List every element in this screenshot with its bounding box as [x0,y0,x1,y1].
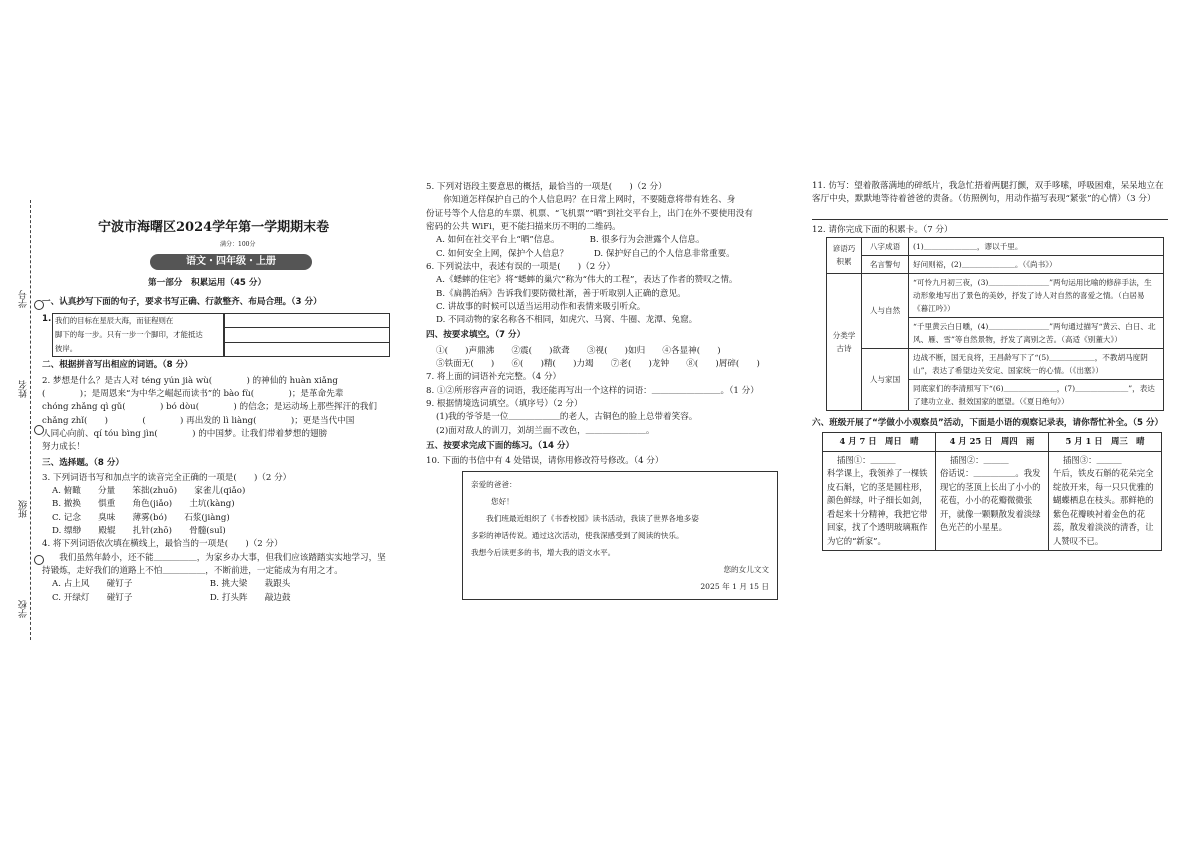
q5-text: 份证号等个人信息的车票、机票、“飞机票”“晒”到社交平台上，出门在外不要使用没有 [426,208,753,219]
q7-stem: 7. 将上面的词语补充完整。（4 分） [426,372,562,383]
q6-option[interactable]: B.《扁鹊治病》告诉我们要防微杜渐，善于听取别人正确的意见。 [436,288,686,299]
q3-option[interactable]: A. 俯瞰 分量 笨拙(zhuō) 家雀儿(qiǎo) [52,486,246,497]
diary-text: 俗话说：＿＿＿＿＿。我发现它的茎顶上长出了小小的花苞，小小的花瓣微微张开，就像一颗颗散发着淡绿色光芒的小星星。 [940,468,1041,533]
exam-title: 宁波市海曙区2024学年第一学期期末卷 [98,220,330,235]
q3-stem: 3. 下列词语书写和加点字的读音完全正确的一项是( )（2 分） [42,472,292,483]
diary-text: 午后，铁皮石斛的花朵完全绽放开来，每一只只优雅的蝴蝶栖息在枝头。那鲜艳的紫色花瓣映衬着金色的花蕊，散发着淡淡的清香，让人赞叹不已。 [1053,468,1154,546]
q6-option[interactable]: C. 讲故事的时候可以适当运用动作和表情来吸引听众。 [436,301,646,312]
q2-line: ( )；是周恩来“为中华之崛起而读书”的 bào fù( )；是革命先辈 [42,388,344,399]
copy-sentence-box [52,313,224,357]
card-cell-label: 名言警句 [862,255,909,273]
card-cell[interactable]: “千里黄云白日曛，(4)＿＿＿＿＿＿＿＿”两句通过描写“黄云、白日、北风、雁、雪”等自然景物，抒发了离别之苦。（高适《别董大》） [909,317,1164,348]
diary-entry [823,451,936,551]
q9-line: (2)面对敌人的训刀，刘胡兰面不改色，＿＿＿＿＿＿＿。 [436,425,655,436]
section2-heading: 二、根据拼音写出相应的词语。（8 分） [42,360,193,371]
card-cell[interactable]: (1)＿＿＿＿＿＿＿，谬以千里。 [909,237,1164,255]
card-cell[interactable]: 好问则裕，(2)＿＿＿＿＿＿＿。（《尚书》） [909,255,1164,273]
card-cell[interactable]: 同底家们的李清照写下“(6)＿＿＿＿＿＿＿，(7)＿＿＿＿＿＿＿”，表达了建功立业、报效国家的愿望。（《夏日绝句》） [909,379,1164,410]
diary-picture-blank[interactable]: 插图①：＿＿＿ [837,454,896,465]
q6-stem: 6. 下列说法中，表述有误的一项是( )（2 分） [426,261,616,272]
q2-line: chóng zhǎng qì gǔ( ) bó dòu( ) 的信念；是运动场上那些挥汗的我们 [42,402,378,413]
letter-date: 2025 年 1 月 15 日 [700,581,769,591]
card-cell[interactable]: 边战不断，国无良将，王昌龄写下了“(5)＿＿＿＿＿＿，不教胡马度阴山”，表达了希望边关安定、国家统一的心情。（《出塞》） [909,348,1164,379]
q8-stem: 8. ①②所形容声音的词语，我还能再写出一个这样的词语：＿＿＿＿＿＿＿＿。（1 分） [426,385,759,396]
diary-entry [936,451,1049,551]
q6-option[interactable]: D. 不同动物的家名称各不相同，如虎穴、马窝、牛圈、龙潭、兔窟。 [436,315,698,326]
q4-text: 持锻炼，走好我们的道路上不怕＿＿＿＿＿，不断前进，一定能成为有用之才。 [42,566,343,576]
part1-heading: 第一部分 积累运用（45 分） [148,278,267,288]
binding-strip [8,0,38,849]
q5-text: 你知道怎样保护自己的个人信息吗？在日常上网时，不要随意将带有姓名、身 [426,195,736,206]
section6-heading: 六、班级开展了“学做小小观察员”活动，下面是小语的观察记录表，请你帮忙补全。（5 分） [812,417,1164,428]
q4-text: 我们虽然年龄小，还不能＿＿＿＿＿，为家乡办大事，但我们应该踏踏实实地学习，坚 [42,552,386,563]
q3-option[interactable]: D. 缥缈 殿辊 扎针(zhō) 骨髓(suǐ) [52,526,226,537]
idiom-fill-row: ①( )声鼎沸 ②震( )欲聋 ③视( )如归 ④各显神( ) [436,345,721,356]
diary-date: 5 月 1 日 周三 晴 [1049,433,1162,452]
q9-line: (1)我的爷爷是一位＿＿＿＿＿＿的老人，古铜色的脸上总带着笑容。 [436,412,698,423]
letter-box [462,471,778,600]
card-cell-label: 人与家国 [862,348,909,410]
q5-text: 密码的公共 WiFi，更不能扫描来历不明的二维码。 [426,221,621,232]
observation-table [822,432,1162,551]
q9-stem: 9. 根据情境选词填空。（填序号）（2 分） [426,399,583,409]
card-cell-label: 人与自然 [862,273,909,348]
diary-entry [1049,451,1162,551]
card-row-label: 谚语巧积累 [827,237,862,273]
q2-line: 2. 梦想是什么？是古人对 téng yún jià wù( ) 的神仙的 huàn xiǎng [42,375,338,386]
diary-picture-blank[interactable]: 插图③：＿＿＿ [1063,454,1122,465]
q5-option[interactable]: C. 如何安全上网，保护个人信息？ D. 保护好自己的个人信息非常重要。 [436,248,735,259]
q5-option[interactable]: A. 如何在社交平台上“晒”信息。 B. 很多行为会泄露个人信息。 [436,235,705,246]
idiom-fill-row: ⑤铁面无( ) ⑥( )精( )力竭 ⑦老( )龙钟 ⑧( )屑碎( ) [436,359,760,370]
name-label: 姓名 [19,380,29,398]
section3-heading: 三、选择题。（8 分） [42,457,125,468]
writing-box[interactable] [224,313,390,357]
card-cell-label: 八字成语 [862,237,909,255]
class-label: 班级 [19,500,29,518]
diary-date: 4 月 7 日 周日 晴 [823,433,936,452]
q12-stem: 12. 请你完成下面的积累卡。（7 分） [812,224,953,235]
diary-picture-blank[interactable]: 插图②：＿＿＿ [950,454,1009,465]
section1-heading: 一、认真抄写下面的句子，要求书写正确、行款整齐、布局合理。（3 分） [42,297,322,307]
letter-body-line: 我想今后读更多的书，增大我的语文水平。 [471,547,616,557]
card-cell[interactable]: “可怜九月初三夜，(3)＿＿＿＿＿＿＿＿”两句运用比喻的修辞手法，生动形象地写出了景色的美妙，抒发了诗人对自然的喜爱之情。（白居易《暮江吟》） [909,273,1164,317]
card-row-label: 分类学古诗 [827,273,862,410]
student-id-label: 学号 [19,290,29,308]
q2-line: chǎng zhǐ( ) ( ) 再出发的 lì liàng( )；更是当代中国 [42,415,355,426]
q1-number: 1. [42,314,52,325]
grade-banner: 语文・四年级・上册 [150,254,312,270]
letter-body-line: 多彩的神话传说。通过这次活动，使我深感受到了阅读的快乐。 [471,530,684,540]
q10-stem: 10. 下面的书信中有 4 处错误，请你用修改符号修改。（4 分） [426,456,664,467]
q4-stem: 4. 将下列词语依次填在横线上，最恰当的一项是( )（2 分） [42,539,283,550]
letter-greeting: 亲爱的爸爸： [471,479,517,489]
q5-stem: 5. 下列对语段主要意思的概括，最恰当的一项是( )（2 分） [426,182,667,192]
q4-option[interactable]: A. 占上风 碰钉子 B. 挑大梁 栽跟头 [52,579,291,590]
letter-body-line: 我们班最近组织了《书香校园》读书活动，我读了世界各地多姿 [471,513,699,523]
accumulation-card [826,237,1164,411]
school-label: 学校 [19,600,29,618]
letter-signature: 您的女儿文文 [723,564,769,574]
score-note: 满分：100分 [220,241,256,248]
q4-option[interactable]: C. 开绿灯 碰钉子 D. 打头阵 敲边鼓 [52,592,291,603]
q3-option[interactable]: C. 记念 臭味 薄雾(bó) 石浆(jiàng) [52,512,230,523]
q6-option[interactable]: A.《蟋蟀的住宅》将“蟋蟀的巢穴”称为“伟大的工程”，表达了作者的赞叹之情。 [436,275,738,286]
section5-heading: 五、按要求完成下面的练习。（14 分） [426,440,575,451]
section4-heading: 四、按要求填空。（7 分） [426,330,526,341]
diary-text: 科学课上，我领养了一棵铁皮石斛，它的茎是圆柱形，颜色鲜绿，叶子细长如剑，看起来十分精神，我把它带回家，找了个透明玻璃瓶作为它的“新家”。 [827,468,928,546]
copy-text-line: 脚下的每一步。只有一步一个脚印，才能抵达 [55,330,203,340]
answer-line[interactable] [812,207,1168,220]
q3-option[interactable]: B. 撤换 惧重 角色(jiǎo) 土坑(kàng) [52,499,235,510]
copy-text-line: 我们的目标在星辰大海，而征程则在 [55,316,174,326]
q2-line: 人同心向前、qí tóu bìng jìn( ) 的中国梦。让我们带着梦想的翅膀 [42,428,328,439]
diary-date: 4 月 25 日 周四 雨 [936,433,1049,452]
letter-hello: 您好！ [491,496,514,506]
copy-text-line: 彼岸。 [55,344,78,354]
q2-line: 努力成长！ [42,442,85,453]
q11-stem: 11. 仿写：望着散落满地的碎纸片，我急忙捂着两腿打颤，双手哆嗦，呼吸困难，呆呆地立在客厅中央，默默地等待着爸爸的责备。（仿照例句，用动作描写表现“紧张”的心情）（3 分） [812,181,1164,205]
